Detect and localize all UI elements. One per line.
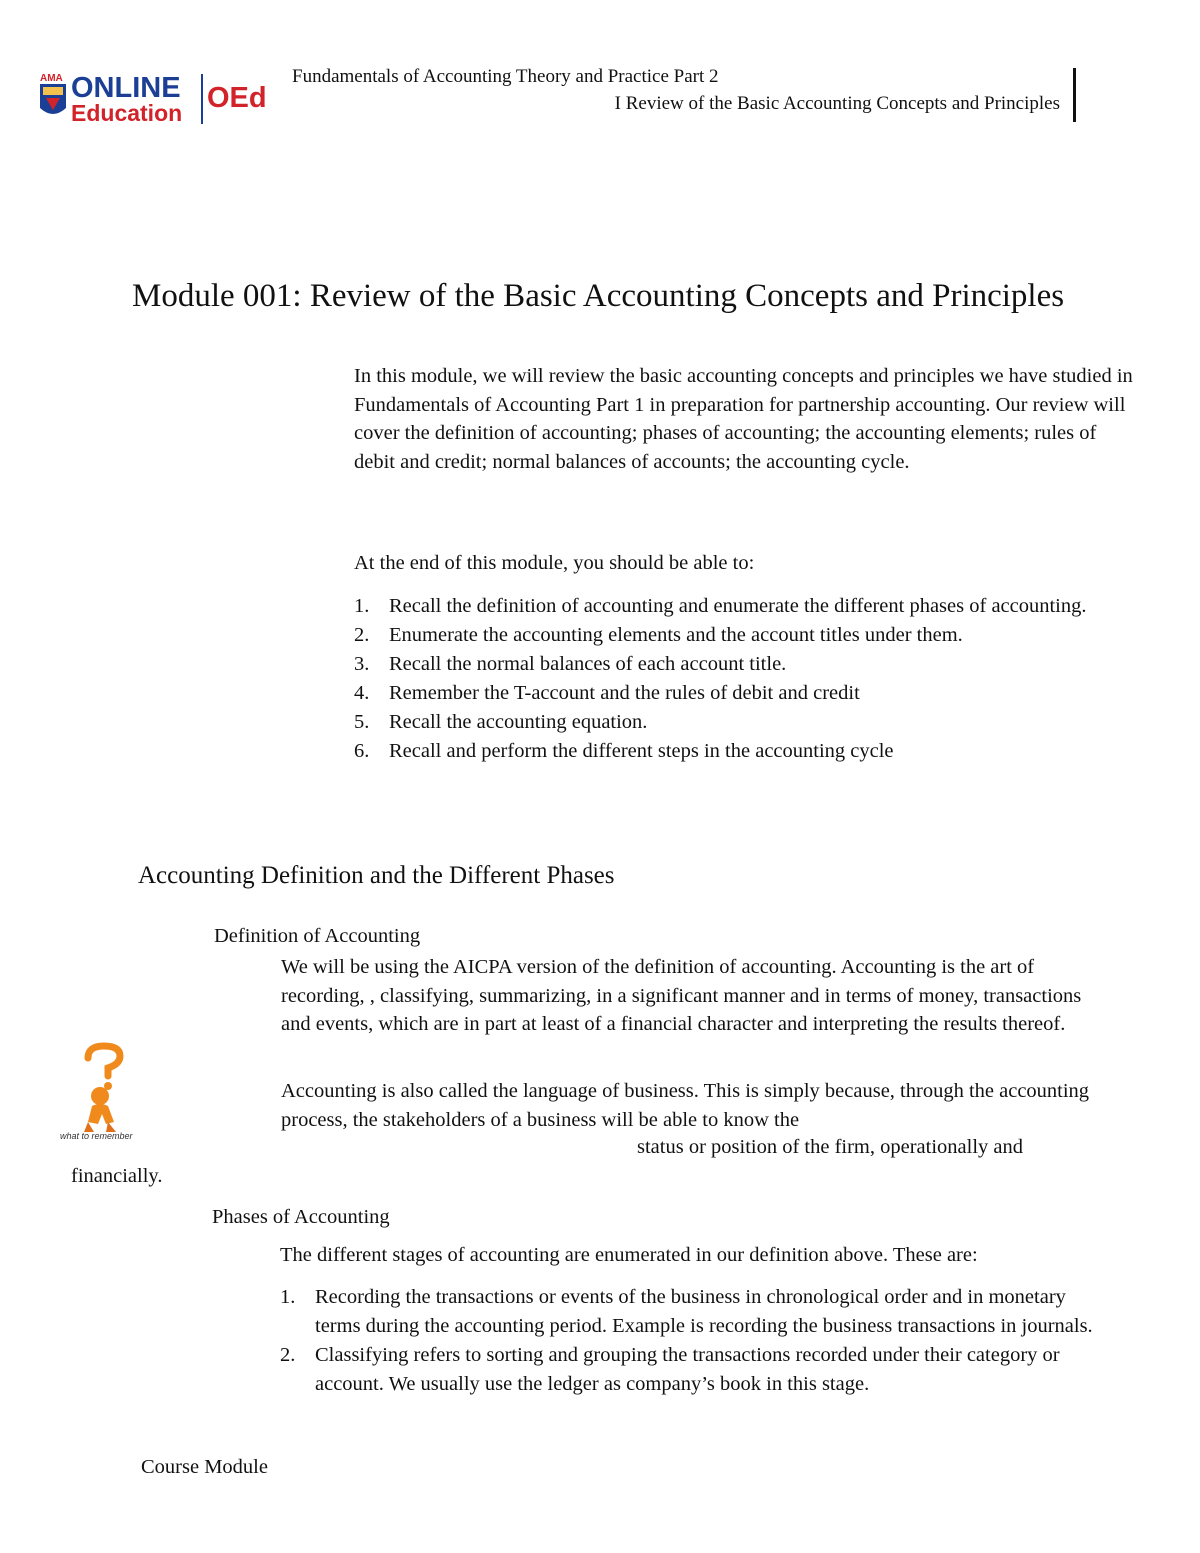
phases-list — [280, 1283, 1100, 1399]
definition-heading: Definition of Accounting — [214, 925, 421, 947]
list-item — [354, 621, 1114, 650]
language-paragraph: Accounting is also called the language of business. This is simply because, through the accounting process, the stakeholders of a business will be able to know the — [281, 1080, 1090, 1131]
header-module-ref: I Review of the Basic Accounting Concepts and Principles — [614, 93, 1060, 114]
shield-band — [43, 87, 63, 95]
logo-divider — [201, 74, 203, 124]
item-number: 6. — [354, 740, 370, 762]
thinking-figure-icon — [58, 1042, 154, 1142]
logo-graphic — [36, 68, 272, 126]
list-item — [354, 737, 1114, 766]
item-text: Classifying refers to sorting and grouping the transactions recorded under their category or account. We usually use the ledger as company’s book in this stage. — [315, 1344, 1060, 1395]
list-item — [354, 708, 1114, 737]
figure-caption: what to remember — [60, 1131, 133, 1141]
item-text: Remember the T-account and the rules of debit and credit — [389, 682, 860, 704]
logo-mark: OEd — [207, 82, 267, 114]
list-item — [354, 650, 1114, 679]
page-footer: Course Module — [141, 1456, 268, 1478]
item-number: 3. — [354, 653, 370, 675]
header-divider — [1073, 68, 1076, 122]
item-number: 1. — [280, 1286, 296, 1308]
list-item — [354, 592, 1114, 621]
objectives-list — [354, 592, 1114, 766]
logo-line2: Education — [71, 100, 183, 126]
item-text: Recall the accounting equation. — [389, 711, 648, 733]
item-number: 5. — [354, 711, 370, 733]
language-paragraph-continued: status or position of the firm, operationally and — [637, 1136, 1024, 1158]
list-item — [354, 679, 1114, 708]
item-text: Enumerate the accounting elements and the account titles under them. — [389, 624, 963, 646]
item-number: 4. — [354, 682, 370, 704]
item-text: Recall the definition of accounting and enumerate the different phases of accounting. — [389, 595, 1087, 617]
list-item — [280, 1283, 1100, 1341]
item-text: Recall the normal balances of each account title. — [389, 653, 787, 675]
language-paragraph-end: financially. — [71, 1165, 163, 1187]
objectives-lead: At the end of this module, you should be able to: — [354, 552, 755, 574]
header-course-title: Fundamentals of Accounting Theory and Practice Part 2 — [292, 66, 719, 87]
item-number: 2. — [354, 624, 370, 646]
phases-lead: The different stages of accounting are enumerated in our definition above. These are: — [280, 1244, 978, 1266]
item-number: 1. — [354, 595, 370, 617]
section-heading: Accounting Definition and the Different Phases — [138, 862, 615, 889]
what-to-remember-figure — [58, 1042, 154, 1142]
page-title: Module 001: Review of the Basic Accounting Concepts and Principles — [132, 278, 1065, 314]
list-item — [280, 1341, 1100, 1399]
item-number: 2. — [280, 1344, 296, 1366]
logo-brand: AMA — [40, 73, 63, 84]
intro-paragraph: In this module, we will review the basic accounting concepts and principles we have studied in Fundamentals of Accounting Part 1 in preparation for partnership accounting. Our review will cover the definition of accounting; phases of accounting; the accounting elements; rules of debit and credit; normal balances of accounts; the accounting cycle. — [354, 365, 1133, 473]
oed-logo — [36, 68, 272, 126]
logo-line1: ONLINE — [71, 72, 181, 104]
phases-heading: Phases of Accounting — [212, 1206, 390, 1228]
item-text: Recording the transactions or events of the business in chronological order and in monetary terms during the accounting period. Example is recording the business transactions in journals. — [315, 1286, 1093, 1337]
definition-paragraph: We will be using the AICPA version of the definition of accounting. Accounting is the art of recording, , classifying, summarizing, in a significant manner and in terms of money, transactions and events, which are in part at least of a financial character and interpreting the results thereof. — [281, 956, 1082, 1035]
item-text: Recall and perform the different steps in the accounting cycle — [389, 740, 894, 762]
